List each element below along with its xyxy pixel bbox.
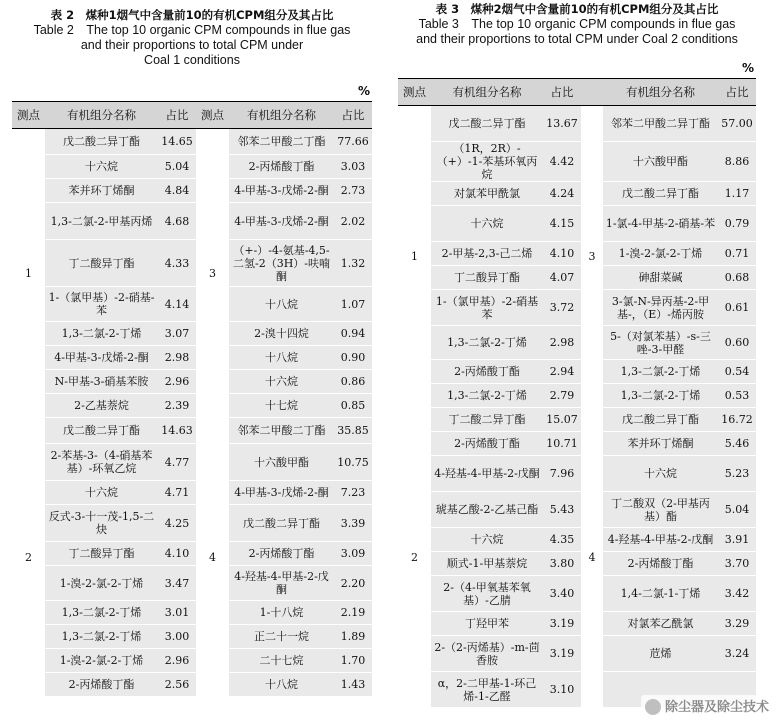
compound-name-left: 1-溴-2-氯-2-丁烯 — [45, 649, 158, 673]
compound-name-left: 反式-3-十一茂-1,5-二炔 — [45, 505, 158, 542]
ratio-right: 2.02 — [334, 203, 372, 240]
table-row — [12, 566, 372, 601]
compound-name-left: 1,3-二氯-2-丁烯 — [431, 384, 543, 408]
table-row — [12, 179, 372, 203]
table-row — [12, 370, 372, 394]
compound-name-right: 邻苯二甲酸二异丁酯 — [603, 106, 718, 142]
table-row — [398, 636, 756, 672]
compound-name-left: 戊二酸二异丁酯 — [431, 106, 543, 142]
watermark — [641, 695, 773, 717]
table3-header-ratio-left: 占比 — [543, 79, 581, 106]
compound-name-left: 2-苯基-3-（4-硝基苯基）-环氧乙烷 — [45, 444, 158, 481]
compound-name-right: 1,3-二氯-2-丁烯 — [603, 384, 718, 408]
ratio-right: 3.29 — [718, 612, 756, 636]
ratio-right: 1.70 — [334, 649, 372, 673]
ratio-left: 4.24 — [543, 182, 581, 206]
table-row — [398, 612, 756, 636]
compound-name-right: 4-甲基-3-戊烯-2-酮 — [229, 481, 334, 505]
ratio-right: 0.68 — [718, 266, 756, 290]
site-cell-right: 3 — [196, 129, 229, 418]
compound-name-right: 正二十一烷 — [229, 625, 334, 649]
table-row — [12, 322, 372, 346]
compound-name-right: 邻苯二甲酸二丁酯 — [229, 418, 334, 444]
compound-name-right: 1-溴-2-氯-2-丁烯 — [603, 242, 718, 266]
compound-name-left: 对氯苯甲酰氯 — [431, 182, 543, 206]
ratio-left: 3.07 — [158, 322, 196, 346]
compound-name-left: 2-丙烯酸丁酯 — [431, 432, 543, 456]
ratio-right: 0.86 — [334, 370, 372, 394]
ratio-left: 3.00 — [158, 625, 196, 649]
ratio-left: 4.77 — [158, 444, 196, 481]
ratio-right: 0.90 — [334, 346, 372, 370]
site-cell-left: 2 — [12, 418, 45, 697]
table2-panel — [12, 0, 372, 697]
compound-name-left: 十六烷 — [431, 206, 543, 242]
ratio-left: 4.35 — [543, 528, 581, 552]
table2-header-name-left: 有机组分名称 — [45, 102, 158, 129]
ratio-left: 4.84 — [158, 179, 196, 203]
compound-name-right: 十六酸甲酯 — [603, 142, 718, 182]
ratio-right: 3.03 — [334, 155, 372, 179]
table-row — [398, 528, 756, 552]
ratio-left: 5.43 — [543, 492, 581, 528]
compound-name-left: 2-（2-丙烯基）-m-茴香胺 — [431, 636, 543, 672]
compound-name-left: 丁羟甲苯 — [431, 612, 543, 636]
ratio-right: 7.23 — [334, 481, 372, 505]
ratio-right: 8.86 — [718, 142, 756, 182]
compound-name-left: 琥基乙酸-2-乙基己酯 — [431, 492, 543, 528]
table-row — [398, 266, 756, 290]
ratio-right: 2.19 — [334, 601, 372, 625]
table3-title-zh: 表 3 煤种2烟气中含量前10的有机CPM组分及其占比 — [435, 2, 719, 16]
ratio-left: 4.33 — [158, 240, 196, 287]
table3-body — [398, 106, 756, 708]
compound-name-right: 1-十八烷 — [229, 601, 334, 625]
table3-header-blank — [581, 79, 603, 106]
ratio-right: 77.66 — [334, 129, 372, 155]
compound-name-left: 戊二酸二异丁酯 — [45, 129, 158, 155]
ratio-left: 2.39 — [158, 394, 196, 418]
compound-name-left: 4-羟基-4-甲基-2-戊酮 — [431, 456, 543, 492]
compound-name-right: 4-羟基-4-甲基-2-戊酮 — [229, 566, 334, 601]
compound-name-left: 十六烷 — [45, 481, 158, 505]
ratio-right: 57.00 — [718, 106, 756, 142]
wechat-icon — [645, 699, 661, 715]
ratio-right: 0.60 — [718, 326, 756, 360]
ratio-right: 3.24 — [718, 636, 756, 672]
compound-name-right: 戊二酸二异丁酯 — [603, 182, 718, 206]
compound-name-right: 4-羟基-4-甲基-2-戊酮 — [603, 528, 718, 552]
compound-name-left: 1,3-二氯-2-丁烯 — [45, 601, 158, 625]
compound-name-right: 十八烷 — [229, 287, 334, 322]
table-row — [398, 552, 756, 576]
ratio-left: 2.56 — [158, 673, 196, 697]
ratio-left: 2.96 — [158, 370, 196, 394]
ratio-right: 1.07 — [334, 287, 372, 322]
table-row — [12, 394, 372, 418]
site-cell-left: 2 — [398, 408, 431, 708]
table-row — [12, 203, 372, 240]
compound-name-right: 十八烷 — [229, 673, 334, 697]
ratio-right: 1.43 — [334, 673, 372, 697]
table2-body — [12, 129, 372, 697]
ratio-left: 14.65 — [158, 129, 196, 155]
ratio-right: 1.17 — [718, 182, 756, 206]
ratio-left: 3.10 — [543, 672, 581, 708]
ratio-left: 3.40 — [543, 576, 581, 612]
ratio-right: 2.20 — [334, 566, 372, 601]
table3-header-ratio-right: 占比 — [718, 79, 756, 106]
compound-name-left: 丁二酸异丁酯 — [431, 266, 543, 290]
table-row — [12, 505, 372, 542]
ratio-right: 10.75 — [334, 444, 372, 481]
ratio-right: 1.32 — [334, 240, 372, 287]
table-row — [12, 346, 372, 370]
ratio-left: 2.79 — [543, 384, 581, 408]
ratio-right: 0.54 — [718, 360, 756, 384]
table3-panel — [398, 0, 756, 708]
ratio-left: 4.25 — [158, 505, 196, 542]
compound-name-left: 4-甲基-3-戊烯-2-酮 — [45, 346, 158, 370]
site-cell-left: 1 — [12, 129, 45, 418]
table-row — [398, 290, 756, 326]
compound-name-right: 2-丙烯酸丁酯 — [229, 542, 334, 566]
compound-name-right: 二十七烷 — [229, 649, 334, 673]
site-cell-right: 3 — [581, 106, 603, 408]
watermark-text: 除尘器及除尘技术 — [664, 699, 769, 715]
ratio-left: 4.71 — [158, 481, 196, 505]
compound-name-left: （1R，2R）-（+）-1-苯基环氧丙烷 — [431, 142, 543, 182]
compound-name-right: 2-溴十四烷 — [229, 322, 334, 346]
table-row — [12, 240, 372, 287]
table2-title-zh: 表 2 煤种1烟气中含量前10的有机CPM组分及其占比 — [50, 8, 334, 22]
compound-name-left: 1,3-二氯-2-丁烯 — [45, 322, 158, 346]
ratio-left: 14.63 — [158, 418, 196, 444]
table2-header-row — [12, 102, 372, 129]
ratio-right: 16.72 — [718, 408, 756, 432]
table-row — [12, 625, 372, 649]
ratio-left: 15.07 — [543, 408, 581, 432]
ratio-right: 3.09 — [334, 542, 372, 566]
table2-header-name-right: 有机组分名称 — [229, 102, 334, 129]
table3-title-en-1: Table 3 The top 10 organic CPM compounds in flue gas — [418, 17, 736, 31]
ratio-left: 3.47 — [158, 566, 196, 601]
table-row — [398, 408, 756, 432]
ratio-right: 3.70 — [718, 552, 756, 576]
ratio-right: 1.89 — [334, 625, 372, 649]
table2-header-site-right: 测点 — [196, 102, 229, 129]
ratio-right: 5.46 — [718, 432, 756, 456]
table-row — [398, 456, 756, 492]
table2-header-ratio-left: 占比 — [158, 102, 196, 129]
table-row — [398, 142, 756, 182]
ratio-right: 5.23 — [718, 456, 756, 492]
compound-name-left: 1-（氯甲基）-2-硝基苯 — [431, 290, 543, 326]
ratio-left: 2.96 — [158, 649, 196, 673]
compound-name-left: 1,3-二氯-2-甲基丙烯 — [45, 203, 158, 240]
compound-name-right: 2-丙烯酸丁酯 — [229, 155, 334, 179]
table-row — [12, 601, 372, 625]
ratio-left: 4.10 — [158, 542, 196, 566]
ratio-left: 5.04 — [158, 155, 196, 179]
site-cell-right: 4 — [196, 418, 229, 697]
compound-name-right: 1,4-二氯-1-丁烯 — [603, 576, 718, 612]
ratio-left: 4.14 — [158, 287, 196, 322]
compound-name-right: 戊二酸二异丁酯 — [229, 505, 334, 542]
table3-header-site: 测点 — [398, 79, 431, 106]
table-row — [398, 576, 756, 612]
compound-name-left: 1-溴-2-氯-2-丁烯 — [45, 566, 158, 601]
compound-name-right: 砷甜菜碱 — [603, 266, 718, 290]
compound-name-left: 十六烷 — [45, 155, 158, 179]
ratio-left: 10.71 — [543, 432, 581, 456]
compound-name-left: N-甲基-3-硝基苯胺 — [45, 370, 158, 394]
compound-name-right: 2-丙烯酸丁酯 — [603, 552, 718, 576]
table-row — [12, 155, 372, 179]
compound-name-right: 戊二酸二异丁酯 — [603, 408, 718, 432]
ratio-left: 3.72 — [543, 290, 581, 326]
table3-caption — [398, 0, 756, 58]
table2 — [12, 101, 372, 697]
ratio-left: 3.19 — [543, 612, 581, 636]
ratio-left: 7.96 — [543, 456, 581, 492]
compound-name-left: 2-甲基-2,3-己二烯 — [431, 242, 543, 266]
ratio-right: 0.61 — [718, 290, 756, 326]
compound-name-left: 2-丙烯酸丁酯 — [431, 360, 543, 384]
table-row — [12, 481, 372, 505]
compound-name-right: 4-甲基-3-戊烯-2-酮 — [229, 179, 334, 203]
table-row — [12, 542, 372, 566]
ratio-right: 0.79 — [718, 206, 756, 242]
table2-header-ratio-right: 占比 — [334, 102, 372, 129]
ratio-left: 3.01 — [158, 601, 196, 625]
table-row — [398, 206, 756, 242]
compound-name-left: α，2-二甲基-1-环己烯-1-乙醛 — [431, 672, 543, 708]
compound-name-right: 十六酸甲酯 — [229, 444, 334, 481]
ratio-right: 0.85 — [334, 394, 372, 418]
compound-name-right: 邻苯二甲酸二丁酯 — [229, 129, 334, 155]
ratio-left: 4.10 — [543, 242, 581, 266]
table-row — [12, 287, 372, 322]
compound-name-right: 4-甲基-3-戊烯-2-酮 — [229, 203, 334, 240]
compound-name-right: 对氯苯乙酰氯 — [603, 612, 718, 636]
compound-name-left: 丁二酸异丁酯 — [45, 240, 158, 287]
table3-unit: % — [741, 61, 754, 75]
table-row — [12, 418, 372, 444]
compound-name-right: 1,3-二氯-2-丁烯 — [603, 360, 718, 384]
table-row — [12, 673, 372, 697]
ratio-left: 3.80 — [543, 552, 581, 576]
ratio-right: 3.39 — [334, 505, 372, 542]
ratio-left: 2.98 — [158, 346, 196, 370]
compound-name-left: 2-（4-甲氧基苯氧基）-乙腈 — [431, 576, 543, 612]
table-row — [398, 326, 756, 360]
compound-name-left: 顺式-1-甲基萘烷 — [431, 552, 543, 576]
compound-name-right: 十七烷 — [229, 394, 334, 418]
table2-title-en-3: Coal 1 conditions — [144, 53, 240, 67]
ratio-right: 0.53 — [718, 384, 756, 408]
ratio-left: 13.67 — [543, 106, 581, 142]
compound-name-left: 苯并环丁烯酮 — [45, 179, 158, 203]
table-row — [398, 360, 756, 384]
compound-name-right: 苊烯 — [603, 636, 718, 672]
ratio-left: 3.19 — [543, 636, 581, 672]
compound-name-right: 1-氯-4-甲基-2-硝基-苯 — [603, 206, 718, 242]
table-row — [398, 242, 756, 266]
compound-name-left: 十六烷 — [431, 528, 543, 552]
ratio-left: 4.07 — [543, 266, 581, 290]
compound-name-right: 丁二酸双（2-甲基丙基）酯 — [603, 492, 718, 528]
ratio-right: 2.73 — [334, 179, 372, 203]
compound-name-left: 丁二酸异丁酯 — [45, 542, 158, 566]
ratio-left: 4.68 — [158, 203, 196, 240]
compound-name-left: 1-（氯甲基）-2-硝基-苯 — [45, 287, 158, 322]
table-row — [398, 384, 756, 408]
table3-header-row — [398, 79, 756, 106]
ratio-right: 35.85 — [334, 418, 372, 444]
compound-name-left: 1,3-二氯-2-丁烯 — [45, 625, 158, 649]
table-row — [398, 492, 756, 528]
ratio-right: 3.42 — [718, 576, 756, 612]
ratio-left: 4.15 — [543, 206, 581, 242]
table3-header-name-left: 有机组分名称 — [431, 79, 543, 106]
table-row — [398, 432, 756, 456]
compound-name-right: （+-）-4-氨基-4,5-二氢-2（3H）-呋喃酮 — [229, 240, 334, 287]
table-row — [12, 129, 372, 155]
compound-name-left: 1,3-二氯-2-丁烯 — [431, 326, 543, 360]
table2-title-en-1: Table 2 The top 10 organic CPM compounds in flue gas — [33, 23, 351, 37]
ratio-right: 5.04 — [718, 492, 756, 528]
ratio-left: 2.94 — [543, 360, 581, 384]
ratio-right: 0.71 — [718, 242, 756, 266]
site-cell-right: 4 — [581, 408, 603, 708]
table-row — [12, 649, 372, 673]
compound-name-left: 2-丙烯酸丁酯 — [45, 673, 158, 697]
table3-title-en-2: and their proportions to total CPM under Coal 2 conditions — [416, 32, 738, 46]
compound-name-left: 丁二酸二异丁酯 — [431, 408, 543, 432]
compound-name-right: 3-氯-N-异丙基-2-甲基-，（E）-烯丙胺 — [603, 290, 718, 326]
compound-name-right: 5-（对氯苯基）-s-三唑-3-甲醛 — [603, 326, 718, 360]
table3-header-name-right: 有机组分名称 — [603, 79, 718, 106]
site-cell-left: 1 — [398, 106, 431, 408]
compound-name-left: 2-乙基萘烷 — [45, 394, 158, 418]
ratio-right: 0.94 — [334, 322, 372, 346]
table-row — [398, 182, 756, 206]
compound-name-right: 十六烷 — [229, 370, 334, 394]
compound-name-right: 十八烷 — [229, 346, 334, 370]
ratio-left: 2.98 — [543, 326, 581, 360]
table3 — [398, 78, 756, 708]
compound-name-left: 戊二酸二异丁酯 — [45, 418, 158, 444]
table2-caption — [12, 0, 372, 81]
ratio-left: 4.42 — [543, 142, 581, 182]
table2-title-en-2: and their proportions to total CPM under — [80, 38, 304, 52]
compound-name-right: 十六烷 — [603, 456, 718, 492]
compound-name-right: 苯并环丁烯酮 — [603, 432, 718, 456]
table2-header-site-left: 测点 — [12, 102, 45, 129]
table-row — [398, 106, 756, 142]
table2-unit: % — [357, 84, 370, 98]
ratio-right: 3.91 — [718, 528, 756, 552]
table-row — [12, 444, 372, 481]
